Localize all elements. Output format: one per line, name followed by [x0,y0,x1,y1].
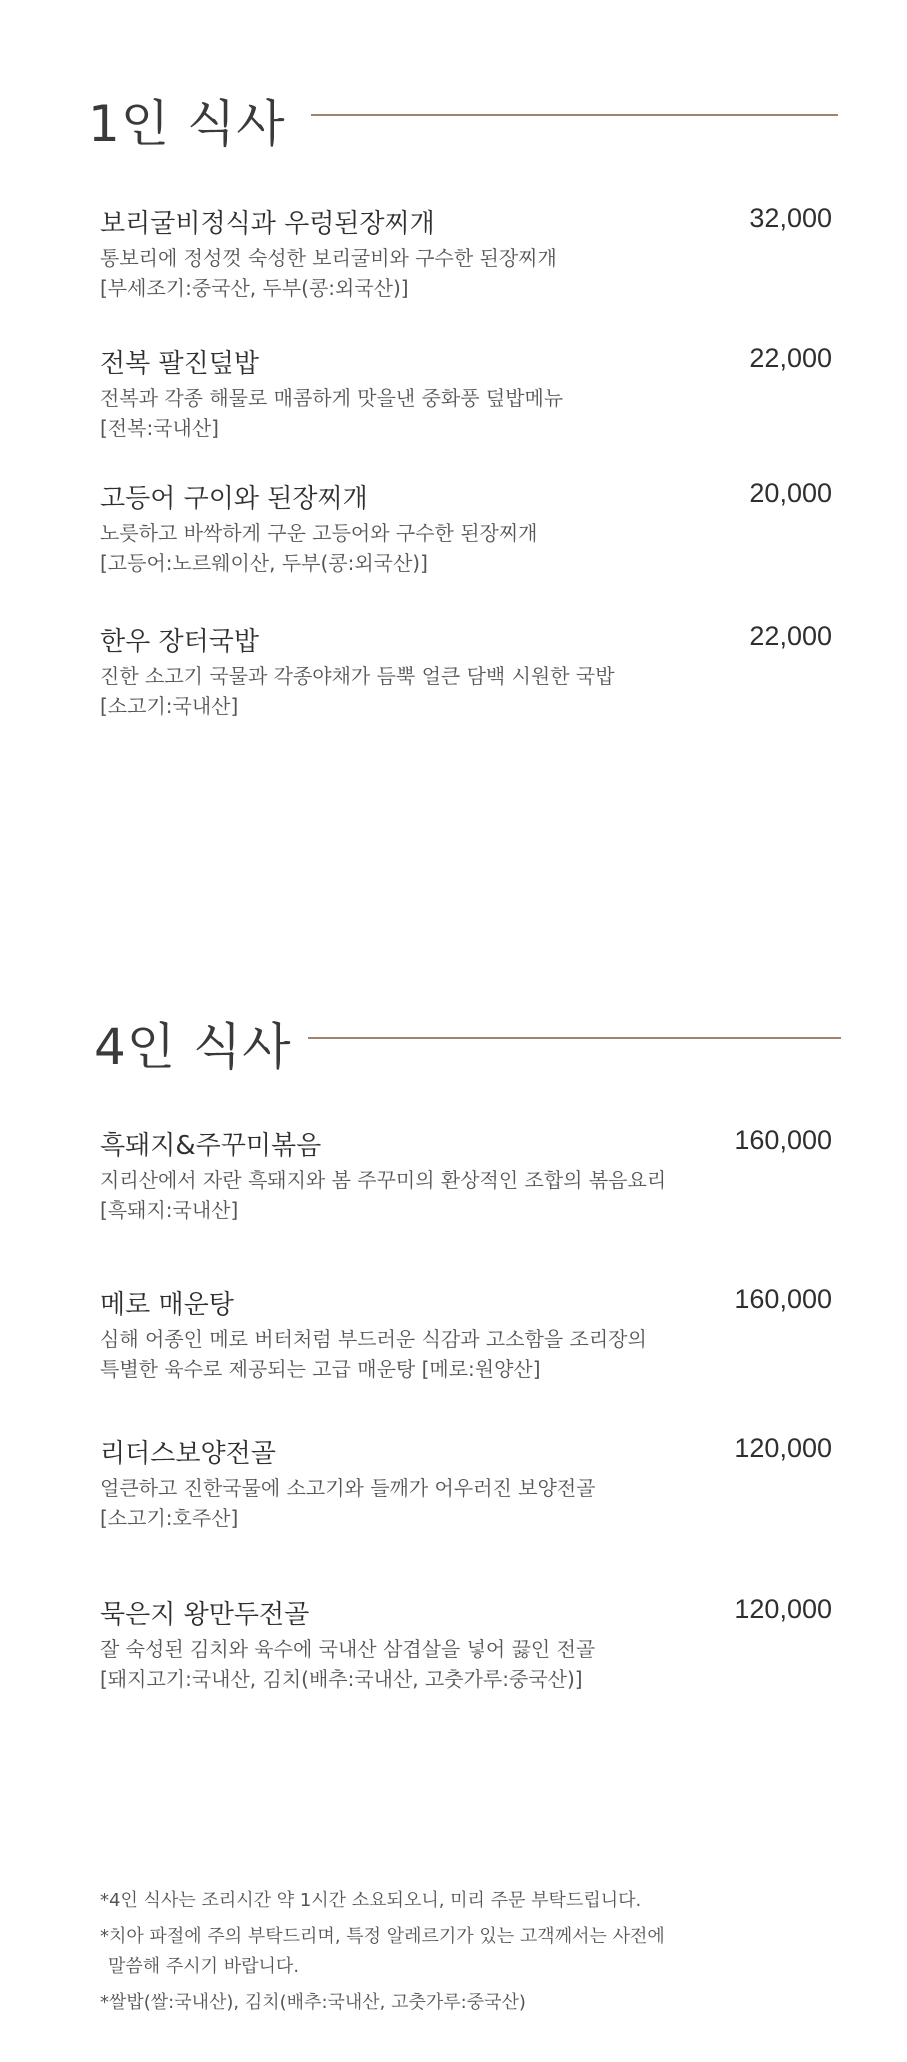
item-price: 120,000 [734,1594,832,1624]
item-description [100,1634,740,1694]
menu-item [100,1125,832,1222]
item-description-line: 심해 어종인 메로 버터처럼 부드러운 식감과 고소함을 조리장의 [100,1327,647,1351]
item-origin-line: [소고기:국내산] [100,694,239,718]
menu-item [100,1594,832,1691]
footer-notes [100,1886,800,2018]
item-name: 고등어 구이와 된장찌개 [100,484,368,514]
section-title: 4인 식사 [94,1018,292,1076]
item-price: 160,000 [734,1125,832,1155]
menu-item [100,621,832,718]
section-header-single [0,80,907,160]
item-name: 메로 매운탕 [100,1290,234,1320]
item-name: 보리굴비정식과 우렁된장찌개 [100,209,435,239]
item-name: 한우 장터국밥 [100,627,259,657]
note-allergy: *치아 파절에 주의 부탁드리며, 특정 알레르기가 있는 고객께서는 사전에 [100,1926,665,1947]
item-origin-line: [고등어:노르웨이산, 두부(콩:외국산)] [100,551,428,575]
item-price: 20,000 [749,478,832,508]
item-description-line: 특별한 육수로 제공되는 고급 매운탕 [메로:원양산] [100,1357,541,1381]
item-description-line: 잘 숙성된 김치와 육수에 국내산 삼겹살을 넣어 끓인 전골 [100,1637,596,1661]
item-description [100,518,740,578]
item-name: 전복 팔진덮밥 [100,349,259,379]
item-price: 160,000 [734,1284,832,1314]
menu-item [100,1433,832,1530]
item-description-line: 얼큰하고 진한국물에 소고기와 들깨가 어우러진 보양전골 [100,1476,596,1500]
item-description-line: 진한 소고기 국물과 각종야채가 듬뿍 얼큰 담백 시원한 국밥 [100,664,615,688]
item-price: 22,000 [749,621,832,651]
menu-item [100,478,832,575]
menu-item [100,203,832,300]
section-title: 1인 식사 [88,95,286,153]
item-description [100,1324,740,1384]
note-cooking-time: *4인 식사는 조리시간 약 1시간 소요되오니, 미리 주문 부탁드립니다. [100,1890,642,1911]
item-description-line: 통보리에 정성껏 숙성한 보리굴비와 구수한 된장찌개 [100,246,557,270]
item-description [100,383,740,443]
item-price: 120,000 [734,1433,832,1463]
item-name: 리더스보양전골 [100,1439,276,1469]
item-description [100,1473,740,1533]
item-description [100,243,740,303]
item-price: 32,000 [749,203,832,233]
item-name: 흑돼지&주꾸미볶음 [100,1131,322,1161]
item-description-line: 노릇하고 바싹하게 구운 고등어와 구수한 된장찌개 [100,521,538,545]
item-origin-line: [부세조기:중국산, 두부(콩:외국산)] [100,276,409,300]
item-origin-line: [소고기:호주산] [100,1506,239,1530]
section-header-group [0,1003,907,1083]
item-description [100,1165,740,1225]
item-price: 22,000 [749,343,832,373]
section-divider [308,1037,841,1039]
note-origin: *쌀밥(쌀:국내산), 김치(배추:국내산, 고춧가루:중국산) [100,1992,526,2013]
item-origin-line: [돼지고기:국내산, 김치(배추:국내산, 고춧가루:중국산)] [100,1667,583,1691]
note-allergy-continued: 말씀해 주시기 바랍니다. [108,1956,300,1977]
section-divider [311,114,838,116]
item-origin-line: [흑돼지:국내산] [100,1198,239,1222]
item-origin-line: [전복:국내산] [100,416,219,440]
item-description-line: 전복과 각종 해물로 매콤하게 맛을낸 중화풍 덮밥메뉴 [100,386,564,410]
menu-item [100,343,832,440]
item-description-line: 지리산에서 자란 흑돼지와 봄 주꾸미의 환상적인 조합의 볶음요리 [100,1168,667,1192]
menu-item [100,1284,832,1381]
item-description [100,661,740,721]
item-name: 묵은지 왕만두전골 [100,1600,310,1630]
